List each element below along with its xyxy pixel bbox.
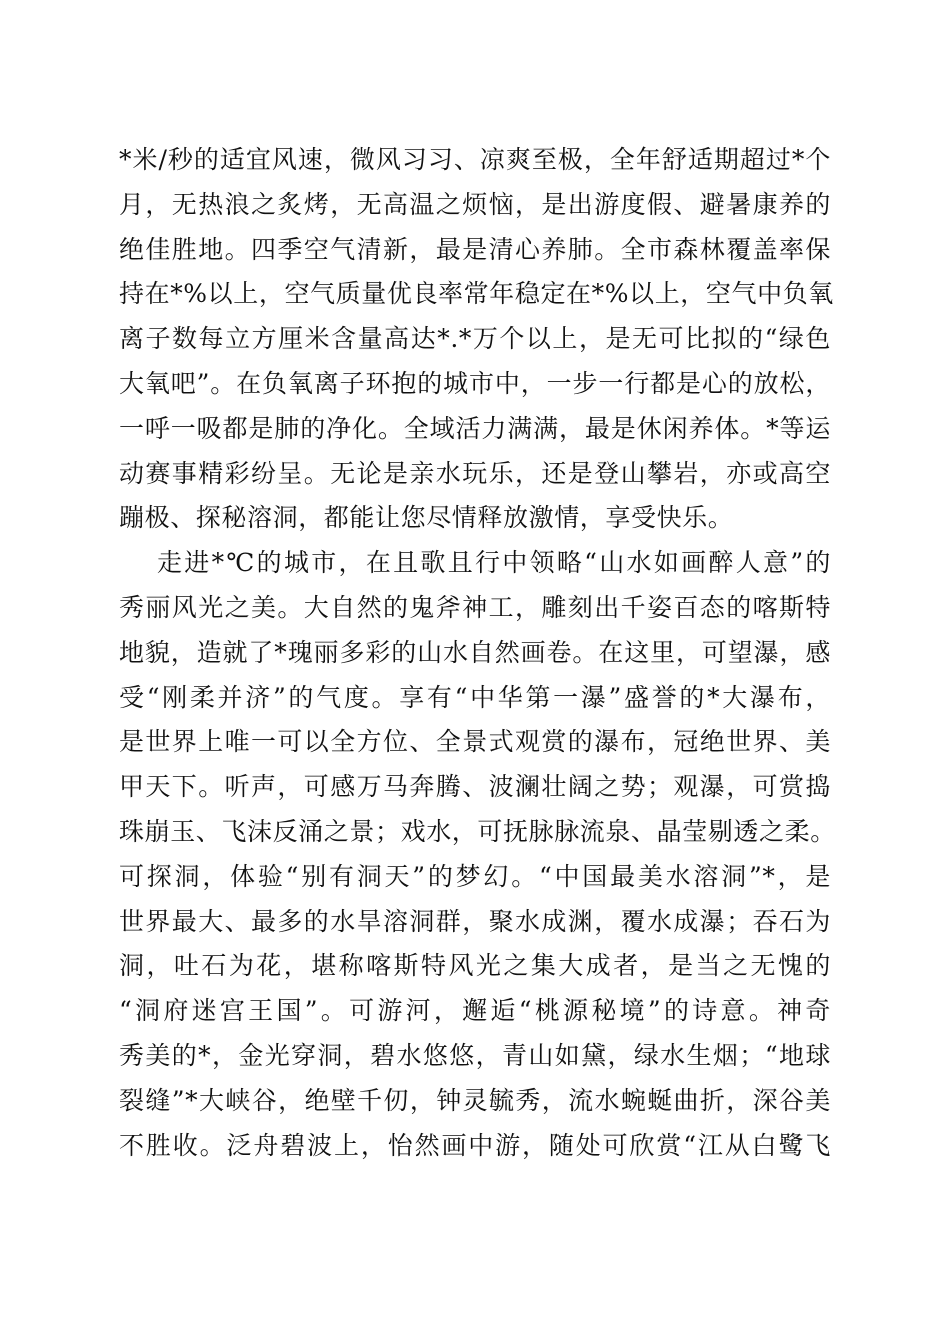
text-line: 不胜收。泛舟碧波上，怡然画中游，随处可欣赏“江从白鹭飞	[119, 1130, 831, 1160]
text-line: *米/秒的适宜风速，微风习习、凉爽至极，全年舒适期超过*个	[119, 145, 831, 174]
text-line: 地貌，造就了*瑰丽多彩的山水自然画卷。在这里，可望瀑，感	[119, 637, 831, 667]
text-line: 走进*℃的城市，在且歌且行中领略“山水如画醉人意”的	[157, 548, 831, 578]
text-line: 秀丽风光之美。大自然的鬼斧神工，雕刻出千姿百态的喀斯特	[119, 592, 831, 622]
text-line: 动赛事精彩纷呈。无论是亲水玩乐，还是登山攀岩，亦或高空	[119, 458, 831, 488]
text-line: 是世界上唯一可以全方位、全景式观赏的瀑布，冠绝世界、美	[119, 727, 831, 757]
text-line: 珠崩玉、飞沫反涌之景；戏水，可抚脉脉流泉、晶莹剔透之柔。	[119, 816, 836, 846]
text-line: 大氧吧”。在负氧离子环抱的城市中，一步一行都是心的放松，	[119, 368, 831, 398]
text-line: 蹦极、探秘溶洞，都能让您尽情释放激情，享受快乐。	[119, 503, 734, 533]
body-text	[119, 138, 836, 1168]
text-line: 裂缝”*大峡谷，绝壁千仞，钟灵毓秀，流水蜿蜒曲折，深谷美	[119, 1085, 831, 1115]
text-line: 可探洞，体验“别有洞天”的梦幻。“中国最美水溶洞”*，是	[119, 861, 831, 891]
text-line: 洞，吐石为花，堪称喀斯特风光之集大成者，是当之无愧的	[119, 951, 831, 981]
text-line: 秀美的*，金光穿洞，碧水悠悠，青山如黛，绿水生烟；“地球	[119, 1040, 831, 1070]
text-line: 持在*%以上，空气质量优良率常年稳定在*%以上，空气中负氧	[119, 279, 834, 309]
text-line: 一呼一吸都是肺的净化。全域活力满满，最是休闲养体。*等运	[119, 413, 831, 443]
text-line: 离子数每立方厘米含量高达*.*万个以上，是无可比拟的“绿色	[119, 324, 831, 354]
text-line: 绝佳胜地。四季空气清新，最是清心养肺。全市森林覆盖率保	[119, 234, 831, 264]
text-line: 月，无热浪之炙烤，无高温之烦恼，是出游度假、避暑康养的	[119, 189, 831, 219]
text-line: 甲天下。听声，可感万马奔腾、波澜壮阔之势；观瀑，可赏捣	[119, 772, 831, 802]
text-line: “洞府迷宫王国”。可游河，邂逅“桃源秘境”的诗意。神奇	[119, 996, 831, 1026]
text-line: 世界最大、最多的水旱溶洞群，聚水成渊，覆水成瀑；吞石为	[119, 906, 831, 936]
text-line: 受“刚柔并济”的气度。享有“中华第一瀑”盛誉的*大瀑布，	[119, 682, 831, 712]
